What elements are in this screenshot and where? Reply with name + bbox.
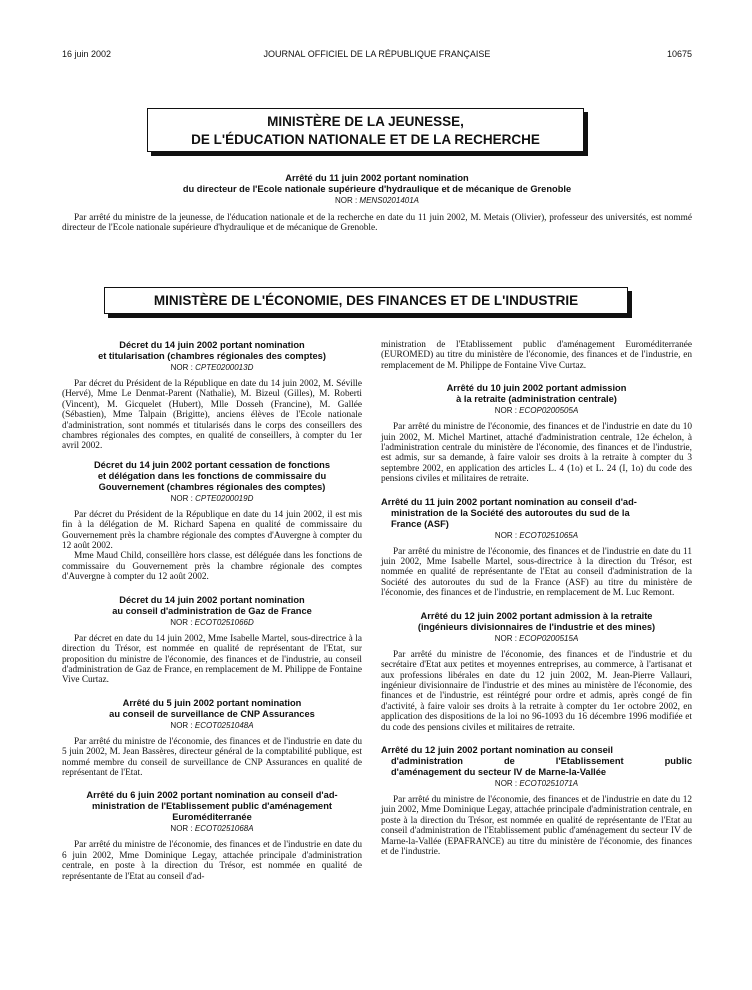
ministry-heading-education (147, 108, 584, 152)
act-title: d'administration de l'Etablissement public (391, 755, 692, 766)
act-title: Arrêté du 5 juin 2002 portant nomination (122, 697, 302, 708)
act-block (62, 595, 362, 686)
ministry-heading-economy: MINISTÈRE DE L'ÉCONOMIE, DES FINANCES ET DE L'INDUSTRIE (104, 287, 628, 314)
act-block (381, 383, 692, 484)
act-title: Arrêté du 10 juin 2002 portant admission (446, 383, 627, 394)
act-nor: NOR : CPTE0200013D (170, 363, 254, 372)
ministry-line-1: MINISTÈRE DE LA JEUNESSE, (267, 114, 464, 129)
act-title: Arrêté du 11 juin 2002 portant nomination au conseil d'ad- (381, 496, 637, 507)
act-title: Arrêté du 11 juin 2002 portant nomination (285, 173, 469, 183)
act-nor: NOR : ECOP0200505A (494, 406, 579, 416)
act-title: Arrêté du 12 juin 2002 portant nomination au conseil (381, 744, 613, 755)
column-right (381, 340, 692, 857)
act-title: France (ASF) (391, 518, 449, 529)
act-title: et titularisation (chambres régionales des comptes) (98, 351, 326, 361)
act-nor: NOR : ECOT0251066D (170, 617, 254, 627)
ministry-line-2: DE L'ÉDUCATION NATIONALE ET DE LA RECHERCHE (191, 132, 540, 147)
act-body: Par décret du Président de la République en date du 14 juin 2002, il est mis fin à la délégation de M. Richard Sapena en qualité de commissaire du Gouvernement près la chambre régionale des comptes d'Auvergne à compter du 12 août 2002. (62, 509, 362, 552)
issue-date: 16 juin 2002 (62, 49, 112, 59)
act-education (62, 173, 692, 234)
act-body: Par arrêté du ministre de l'économie, des finances et de l'industrie en date du 5 juin 2002, M. Jean Bassères, directeur général de la comptabilité publique, est nommé membre du conseil de surveillance de CNP Assurances en qualité de représentant de l'Etat. (62, 736, 362, 778)
act-body: Par arrêté du ministre de l'économie, des finances et de l'industrie et du secrétaire d'Etat aux petites et moyennes entreprises, au commerce, à l'artisanat et aux professions libérales en date du 12 juin 2002, M. Jean-Pierre Vallauri, ingénieur divisionnaire de l'industrie et des mines au ministère de l'économie, des finances et de l'industrie, est réintégré pour ordre et admis, après congé de fin d'activité, à faire valoir ses droits à la retraite à compter du 1er octobre 2002, en application des dispositions de la loi no 96-1093 du 16 décembre 1996 modifiée et du code des pensions civiles et militaires de retraite. (381, 649, 692, 733)
act-title: au conseil de surveillance de CNP Assurances (109, 708, 315, 719)
act-body: Par arrêté du ministre de la jeunesse, de l'éducation nationale et de la recherche en date du 11 juin 2002, M. Metais (Olivier), professeur des universités, est nommé directeur de l'Ecole nationale supérieure d'hydraulique et de mécanique de Grenoble. (62, 213, 692, 234)
column-left (62, 340, 362, 882)
act-body: Par arrêté du ministre de l'économie, des finances et de l'industrie en date du 10 juin 2002, M. Michel Martinet, attaché d'administration centrale, 12e échelon, à l'administration centrale du ministère de l'économie, des finances et de l'industrie, est admis, sur sa demande, à faire valoir ses droits à la retraite à compter du 3 septembre 2002, en application des articles L. 4 (1o) et L. 24 (I, 1o) du code des pensions civiles et militaires de retraite. (381, 422, 692, 485)
act-title: d'aménagement du secteur IV de Marne-la-Vallée (391, 766, 607, 777)
act-title: Arrêté du 12 juin 2002 portant admission à la retraite (420, 610, 653, 621)
act-block (62, 698, 362, 779)
act-nor: NOR : ECOT0251065A (494, 530, 579, 540)
act-nor: NOR : CPTE0200019D (170, 493, 254, 503)
act-nor: NOR : ECOT0251048A (170, 720, 254, 730)
act-block (62, 460, 362, 583)
page-number: 10675 (666, 49, 692, 59)
act-title: ministration de la Société des autoroutes du sud de la (391, 507, 630, 518)
act-nor: NOR : MENS0201401A (334, 196, 420, 205)
act-nor: NOR : ECOP0200515A (494, 633, 579, 643)
act-nor: NOR : ECOT0251071A (494, 778, 579, 788)
act-title: et délégation dans les fonctions de commissaire du (97, 470, 327, 481)
act-body: Par décret en date du 14 juin 2002, Mme Isabelle Martel, sous-directrice à la direction du Trésor, est nommée en qualité de représentant de l'Etat, sur proposition du ministre de l'économie, des finances et de l'industrie, au conseil d'administration de Gaz de France, en remplacement de M. Philippe de Fontaine Vive Curtaz. (62, 633, 362, 686)
act-title: à la retraite (administration centrale) (456, 394, 617, 405)
act-title: ministration de l'Etablissement public d'aménagement (92, 801, 332, 812)
journal-title: JOURNAL OFFICIEL DE LA RÉPUBLIQUE FRANÇAISE (263, 49, 491, 59)
act-title: Gouvernement (chambres régionales des comptes) (98, 481, 326, 492)
act-nor: NOR : ECOT0251068A (170, 824, 254, 834)
act-body: Par décret du Président de la République en date du 14 juin 2002, M. Séville (Hervé), Mme Le Denmat-Parent (Nathalie), M. Bizeul (Gilles), M. Roberti (Vincent), M. Gicquelet (Hubert), Mlle Dosseh (Francine), M. Gallée (Sébastien), Mme Talpain (Brigitte), anciens élèves de l'Ecole nationale d'administration, sont nommés et titularisés dans le corps des conseillers des chambres régionales des comptes, en qualité de conseillers, à compter du 1er avril 2002. (62, 379, 362, 452)
act-title: Euroméditerranée (172, 812, 252, 823)
act-body: Par arrêté du ministre de l'économie, des finances et de l'industrie en date du 11 juin 2002, Mme Isabelle Martel, sous-directrice à la direction du Trésor, est nommée en qualité de représentante de l'Etat au conseil d'administration de la Société des autoroutes du sud de la France (ASF) au titre du ministère de l'économie, des finances et de l'industrie, en remplacement de M. Luc Remont. (381, 546, 692, 599)
act-block (381, 611, 692, 733)
act-block (62, 790, 362, 882)
act-body-continued: ministration de l'Etablissement public d'aménagement Euroméditerranée (EUROMED) au titre du ministère de l'économie, des finances et de l'industrie, en remplacement de M. Philippe de Fontaine Vive Curtaz. (381, 340, 692, 371)
act-title: (ingénieurs divisionnaires de l'industrie et des mines) (417, 621, 656, 632)
act-block (381, 745, 692, 857)
act-title: Décret du 14 juin 2002 portant cessation de fonctions (93, 459, 331, 470)
act-title: au conseil d'administration de Gaz de France (112, 605, 312, 616)
act-title: Arrêté du 6 juin 2002 portant nomination au conseil d'ad- (86, 790, 338, 801)
act-title: Décret du 14 juin 2002 portant nomination (119, 594, 305, 605)
act-block (381, 497, 692, 599)
act-body: Par arrêté du ministre de l'économie, des finances et de l'industrie en date du 12 juin 2002, Mme Dominique Legay, attachée principale d'administration centrale, en poste à la direction du Trésor, est nommée en qualité de représentante de l'Etat au conseil d'administration de l'Etablissement public d'aménagement du secteur IV de Marne-la-Vallée (EPAFRANCE) au titre du ministère de l'économie, des finances et de l'industrie. (381, 794, 692, 857)
act-body: Mme Maud Child, conseillère hors classe, est déléguée dans les fonctions de commissaire du Gouvernement près la chambre régionale des comptes d'Auvergne à compter du 12 août 2002. (62, 551, 362, 583)
act-title: Décret du 14 juin 2002 portant nomination (119, 340, 305, 350)
act-body: Par arrêté du ministre de l'économie, des finances et de l'industrie en date du 6 juin 2002, Mme Dominique Legay, attachée principale d'administration centrale, en poste à la direction du Trésor, est nommée en qualité de représentante de l'Etat au conseil d'ad- (62, 840, 362, 882)
act-title: du directeur de l'Ecole nationale supérieure d'hydraulique et de mécanique de Grenoble (182, 184, 572, 194)
act-block (62, 340, 362, 452)
